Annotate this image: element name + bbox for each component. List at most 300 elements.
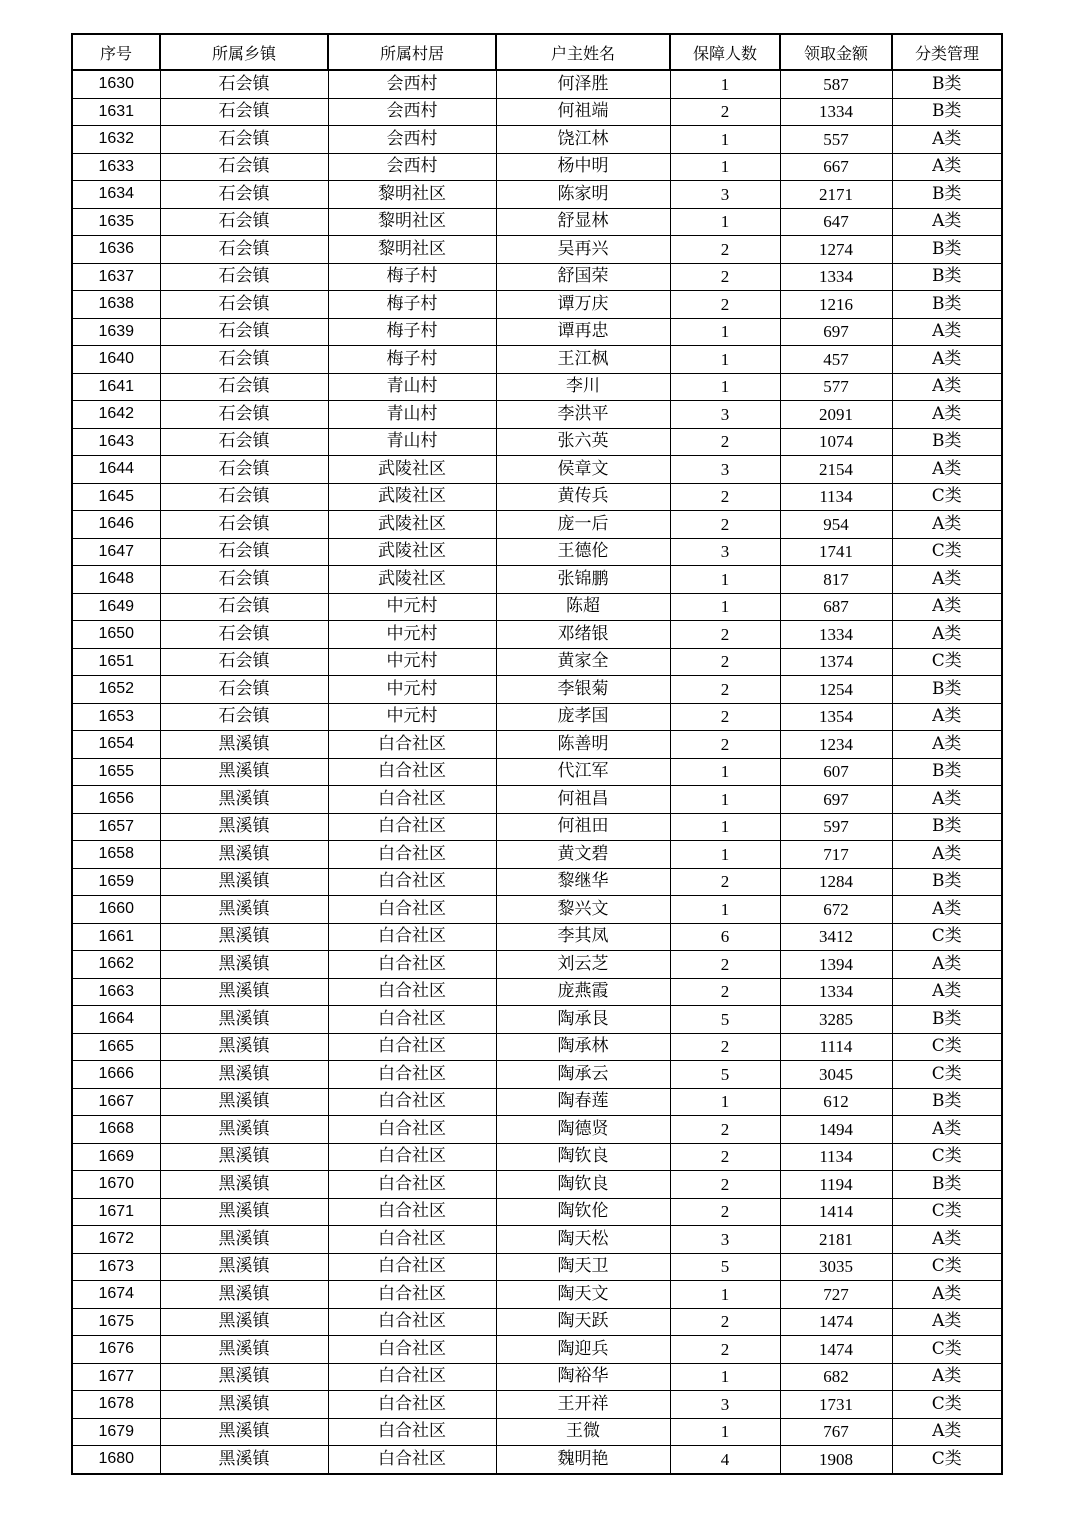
seq-cell: 1640 xyxy=(72,346,160,374)
seq-cell: 1652 xyxy=(72,676,160,704)
village-cell: 白合社区 xyxy=(328,1171,496,1199)
table-row xyxy=(72,1363,1002,1391)
covered-persons-cell: 2 xyxy=(670,1198,780,1226)
covered-persons-cell: 3 xyxy=(670,1391,780,1419)
amount-cell: 3412 xyxy=(780,923,892,951)
category-cell: A类 xyxy=(892,703,1002,731)
seq-cell: 1647 xyxy=(72,538,160,566)
seq-cell: 1631 xyxy=(72,98,160,126)
table-row xyxy=(72,511,1002,539)
category-cell: A类 xyxy=(892,978,1002,1006)
covered-persons-cell: 1 xyxy=(670,1363,780,1391)
seq-cell: 1645 xyxy=(72,483,160,511)
township-cell: 石会镇 xyxy=(160,676,328,704)
seq-cell: 1644 xyxy=(72,456,160,484)
amount-cell: 1216 xyxy=(780,291,892,319)
seq-cell: 1635 xyxy=(72,208,160,236)
householder-cell: 黄家全 xyxy=(496,648,670,676)
table-row xyxy=(72,703,1002,731)
seq-cell: 1671 xyxy=(72,1198,160,1226)
amount-cell: 817 xyxy=(780,566,892,594)
table-row xyxy=(72,1171,1002,1199)
householder-cell: 庞燕霞 xyxy=(496,978,670,1006)
village-cell: 黎明社区 xyxy=(328,181,496,209)
covered-persons-cell: 1 xyxy=(670,208,780,236)
header-category: 分类管理 xyxy=(892,34,1002,70)
householder-cell: 陶钦良 xyxy=(496,1143,670,1171)
header-householder: 户主姓名 xyxy=(496,34,670,70)
township-cell: 石会镇 xyxy=(160,511,328,539)
header-seq: 序号 xyxy=(72,34,160,70)
village-cell: 白合社区 xyxy=(328,1198,496,1226)
table-row xyxy=(72,1308,1002,1336)
table-row xyxy=(72,153,1002,181)
township-cell: 黑溪镇 xyxy=(160,1198,328,1226)
householder-cell: 王开祥 xyxy=(496,1391,670,1419)
village-cell: 武陵社区 xyxy=(328,456,496,484)
covered-persons-cell: 2 xyxy=(670,951,780,979)
category-cell: A类 xyxy=(892,731,1002,759)
category-cell: B类 xyxy=(892,1088,1002,1116)
seq-cell: 1639 xyxy=(72,318,160,346)
table-row xyxy=(72,1006,1002,1034)
village-cell: 白合社区 xyxy=(328,813,496,841)
covered-persons-cell: 1 xyxy=(670,373,780,401)
seq-cell: 1656 xyxy=(72,786,160,814)
covered-persons-cell: 1 xyxy=(670,593,780,621)
covered-persons-cell: 2 xyxy=(670,1336,780,1364)
category-cell: A类 xyxy=(892,346,1002,374)
seq-cell: 1664 xyxy=(72,1006,160,1034)
township-cell: 石会镇 xyxy=(160,291,328,319)
township-cell: 石会镇 xyxy=(160,648,328,676)
township-cell: 黑溪镇 xyxy=(160,978,328,1006)
village-cell: 武陵社区 xyxy=(328,538,496,566)
amount-cell: 1334 xyxy=(780,621,892,649)
covered-persons-cell: 5 xyxy=(670,1006,780,1034)
category-cell: B类 xyxy=(892,263,1002,291)
householder-cell: 陶钦良 xyxy=(496,1171,670,1199)
amount-cell: 767 xyxy=(780,1418,892,1446)
householder-cell: 李其凤 xyxy=(496,923,670,951)
category-cell: A类 xyxy=(892,621,1002,649)
covered-persons-cell: 2 xyxy=(670,98,780,126)
seq-cell: 1677 xyxy=(72,1363,160,1391)
township-cell: 石会镇 xyxy=(160,208,328,236)
township-cell: 石会镇 xyxy=(160,236,328,264)
village-cell: 白合社区 xyxy=(328,923,496,951)
table-row xyxy=(72,841,1002,869)
table-row xyxy=(72,428,1002,456)
category-cell: B类 xyxy=(892,813,1002,841)
township-cell: 石会镇 xyxy=(160,373,328,401)
covered-persons-cell: 1 xyxy=(670,1088,780,1116)
amount-cell: 1284 xyxy=(780,868,892,896)
village-cell: 白合社区 xyxy=(328,758,496,786)
amount-cell: 1274 xyxy=(780,236,892,264)
village-cell: 会西村 xyxy=(328,126,496,154)
township-cell: 石会镇 xyxy=(160,428,328,456)
category-cell: B类 xyxy=(892,181,1002,209)
householder-cell: 王德伦 xyxy=(496,538,670,566)
township-cell: 黑溪镇 xyxy=(160,1336,328,1364)
village-cell: 白合社区 xyxy=(328,1033,496,1061)
township-cell: 黑溪镇 xyxy=(160,841,328,869)
amount-cell: 1334 xyxy=(780,98,892,126)
amount-cell: 1254 xyxy=(780,676,892,704)
seq-cell: 1648 xyxy=(72,566,160,594)
header-row xyxy=(72,34,1002,70)
category-cell: C类 xyxy=(892,1336,1002,1364)
householder-cell: 陶天文 xyxy=(496,1281,670,1309)
village-cell: 青山村 xyxy=(328,373,496,401)
covered-persons-cell: 1 xyxy=(670,1281,780,1309)
table-row xyxy=(72,1116,1002,1144)
village-cell: 白合社区 xyxy=(328,786,496,814)
covered-persons-cell: 2 xyxy=(670,291,780,319)
covered-persons-cell: 2 xyxy=(670,1171,780,1199)
seq-cell: 1642 xyxy=(72,401,160,429)
township-cell: 石会镇 xyxy=(160,456,328,484)
category-cell: A类 xyxy=(892,1308,1002,1336)
householder-cell: 黎兴文 xyxy=(496,896,670,924)
category-cell: A类 xyxy=(892,456,1002,484)
village-cell: 白合社区 xyxy=(328,1116,496,1144)
seq-cell: 1641 xyxy=(72,373,160,401)
seq-cell: 1650 xyxy=(72,621,160,649)
township-cell: 黑溪镇 xyxy=(160,1391,328,1419)
householder-cell: 谭万庆 xyxy=(496,291,670,319)
householder-cell: 陶天卫 xyxy=(496,1253,670,1281)
village-cell: 中元村 xyxy=(328,593,496,621)
amount-cell: 682 xyxy=(780,1363,892,1391)
householder-cell: 李洪平 xyxy=(496,401,670,429)
seq-cell: 1674 xyxy=(72,1281,160,1309)
table-row xyxy=(72,813,1002,841)
category-cell: A类 xyxy=(892,511,1002,539)
category-cell: B类 xyxy=(892,676,1002,704)
amount-cell: 2171 xyxy=(780,181,892,209)
householder-cell: 刘云芝 xyxy=(496,951,670,979)
village-cell: 黎明社区 xyxy=(328,208,496,236)
covered-persons-cell: 1 xyxy=(670,70,780,98)
amount-cell: 1134 xyxy=(780,483,892,511)
householder-cell: 杨中明 xyxy=(496,153,670,181)
category-cell: A类 xyxy=(892,896,1002,924)
township-cell: 石会镇 xyxy=(160,483,328,511)
amount-cell: 1474 xyxy=(780,1336,892,1364)
category-cell: C类 xyxy=(892,1253,1002,1281)
amount-cell: 727 xyxy=(780,1281,892,1309)
amount-cell: 667 xyxy=(780,153,892,181)
covered-persons-cell: 2 xyxy=(670,263,780,291)
village-cell: 白合社区 xyxy=(328,1143,496,1171)
village-cell: 白合社区 xyxy=(328,841,496,869)
seq-cell: 1663 xyxy=(72,978,160,1006)
covered-persons-cell: 3 xyxy=(670,538,780,566)
header-village: 所属村居 xyxy=(328,34,496,70)
householder-cell: 陶承林 xyxy=(496,1033,670,1061)
seq-cell: 1669 xyxy=(72,1143,160,1171)
covered-persons-cell: 2 xyxy=(670,648,780,676)
amount-cell: 1354 xyxy=(780,703,892,731)
village-cell: 中元村 xyxy=(328,648,496,676)
seq-cell: 1661 xyxy=(72,923,160,951)
seq-cell: 1678 xyxy=(72,1391,160,1419)
householder-cell: 陈善明 xyxy=(496,731,670,759)
householder-cell: 陶承云 xyxy=(496,1061,670,1089)
amount-cell: 612 xyxy=(780,1088,892,1116)
seq-cell: 1667 xyxy=(72,1088,160,1116)
covered-persons-cell: 1 xyxy=(670,896,780,924)
amount-cell: 3045 xyxy=(780,1061,892,1089)
householder-cell: 李川 xyxy=(496,373,670,401)
householder-cell: 陈超 xyxy=(496,593,670,621)
amount-cell: 2091 xyxy=(780,401,892,429)
category-cell: A类 xyxy=(892,1116,1002,1144)
amount-cell: 1731 xyxy=(780,1391,892,1419)
township-cell: 石会镇 xyxy=(160,70,328,98)
village-cell: 青山村 xyxy=(328,428,496,456)
category-cell: A类 xyxy=(892,566,1002,594)
seq-cell: 1668 xyxy=(72,1116,160,1144)
covered-persons-cell: 2 xyxy=(670,868,780,896)
amount-cell: 1474 xyxy=(780,1308,892,1336)
seq-cell: 1657 xyxy=(72,813,160,841)
amount-cell: 607 xyxy=(780,758,892,786)
category-cell: C类 xyxy=(892,648,1002,676)
village-cell: 武陵社区 xyxy=(328,483,496,511)
householder-cell: 陈家明 xyxy=(496,181,670,209)
village-cell: 白合社区 xyxy=(328,1006,496,1034)
householder-cell: 舒显林 xyxy=(496,208,670,236)
covered-persons-cell: 2 xyxy=(670,511,780,539)
table-row xyxy=(72,98,1002,126)
amount-cell: 717 xyxy=(780,841,892,869)
township-cell: 黑溪镇 xyxy=(160,813,328,841)
category-cell: B类 xyxy=(892,70,1002,98)
covered-persons-cell: 5 xyxy=(670,1253,780,1281)
householder-cell: 张六英 xyxy=(496,428,670,456)
table-row xyxy=(72,1281,1002,1309)
seq-cell: 1646 xyxy=(72,511,160,539)
township-cell: 黑溪镇 xyxy=(160,1418,328,1446)
table-row xyxy=(72,1336,1002,1364)
village-cell: 白合社区 xyxy=(328,868,496,896)
seq-cell: 1679 xyxy=(72,1418,160,1446)
table-row xyxy=(72,126,1002,154)
table-row xyxy=(72,1033,1002,1061)
amount-cell: 597 xyxy=(780,813,892,841)
village-cell: 黎明社区 xyxy=(328,236,496,264)
table-header xyxy=(72,34,1002,70)
householder-cell: 何泽胜 xyxy=(496,70,670,98)
seq-cell: 1670 xyxy=(72,1171,160,1199)
amount-cell: 457 xyxy=(780,346,892,374)
village-cell: 白合社区 xyxy=(328,978,496,1006)
seq-cell: 1643 xyxy=(72,428,160,456)
householder-cell: 邓绪银 xyxy=(496,621,670,649)
village-cell: 梅子村 xyxy=(328,263,496,291)
amount-cell: 3035 xyxy=(780,1253,892,1281)
village-cell: 白合社区 xyxy=(328,1226,496,1254)
covered-persons-cell: 2 xyxy=(670,703,780,731)
category-cell: A类 xyxy=(892,401,1002,429)
township-cell: 石会镇 xyxy=(160,181,328,209)
township-cell: 黑溪镇 xyxy=(160,1363,328,1391)
township-cell: 黑溪镇 xyxy=(160,1226,328,1254)
township-cell: 黑溪镇 xyxy=(160,1061,328,1089)
category-cell: B类 xyxy=(892,1006,1002,1034)
table-row xyxy=(72,263,1002,291)
township-cell: 石会镇 xyxy=(160,703,328,731)
covered-persons-cell: 1 xyxy=(670,758,780,786)
township-cell: 石会镇 xyxy=(160,98,328,126)
table-row xyxy=(72,621,1002,649)
township-cell: 石会镇 xyxy=(160,126,328,154)
table-row xyxy=(72,291,1002,319)
category-cell: C类 xyxy=(892,1143,1002,1171)
amount-cell: 1494 xyxy=(780,1116,892,1144)
covered-persons-cell: 3 xyxy=(670,456,780,484)
table-row xyxy=(72,593,1002,621)
seq-cell: 1651 xyxy=(72,648,160,676)
seq-cell: 1654 xyxy=(72,731,160,759)
township-cell: 黑溪镇 xyxy=(160,1006,328,1034)
village-cell: 白合社区 xyxy=(328,896,496,924)
township-cell: 黑溪镇 xyxy=(160,1088,328,1116)
covered-persons-cell: 2 xyxy=(670,236,780,264)
amount-cell: 557 xyxy=(780,126,892,154)
householder-cell: 吴再兴 xyxy=(496,236,670,264)
village-cell: 武陵社区 xyxy=(328,566,496,594)
category-cell: B类 xyxy=(892,1171,1002,1199)
table-row xyxy=(72,1391,1002,1419)
householder-cell: 陶裕华 xyxy=(496,1363,670,1391)
category-cell: B类 xyxy=(892,291,1002,319)
covered-persons-cell: 2 xyxy=(670,1143,780,1171)
amount-cell: 1334 xyxy=(780,978,892,1006)
householder-cell: 陶钦伦 xyxy=(496,1198,670,1226)
seq-cell: 1676 xyxy=(72,1336,160,1364)
seq-cell: 1675 xyxy=(72,1308,160,1336)
amount-cell: 1334 xyxy=(780,263,892,291)
seq-cell: 1673 xyxy=(72,1253,160,1281)
covered-persons-cell: 4 xyxy=(670,1446,780,1474)
householder-cell: 张锦鹏 xyxy=(496,566,670,594)
township-cell: 黑溪镇 xyxy=(160,1033,328,1061)
category-cell: C类 xyxy=(892,1391,1002,1419)
table-row xyxy=(72,758,1002,786)
table-row xyxy=(72,923,1002,951)
township-cell: 石会镇 xyxy=(160,593,328,621)
village-cell: 白合社区 xyxy=(328,1363,496,1391)
covered-persons-cell: 1 xyxy=(670,566,780,594)
householder-cell: 庞孝国 xyxy=(496,703,670,731)
covered-persons-cell: 3 xyxy=(670,181,780,209)
amount-cell: 1134 xyxy=(780,1143,892,1171)
township-cell: 黑溪镇 xyxy=(160,951,328,979)
village-cell: 梅子村 xyxy=(328,318,496,346)
amount-cell: 1074 xyxy=(780,428,892,456)
table-row xyxy=(72,648,1002,676)
householder-cell: 陶天松 xyxy=(496,1226,670,1254)
table-row xyxy=(72,1198,1002,1226)
table-row xyxy=(72,786,1002,814)
table-row xyxy=(72,566,1002,594)
category-cell: A类 xyxy=(892,841,1002,869)
category-cell: A类 xyxy=(892,1418,1002,1446)
amount-cell: 687 xyxy=(780,593,892,621)
covered-persons-cell: 2 xyxy=(670,1116,780,1144)
township-cell: 黑溪镇 xyxy=(160,1171,328,1199)
table-row xyxy=(72,1253,1002,1281)
header-township: 所属乡镇 xyxy=(160,34,328,70)
covered-persons-cell: 2 xyxy=(670,483,780,511)
category-cell: B类 xyxy=(892,868,1002,896)
village-cell: 白合社区 xyxy=(328,1391,496,1419)
table-row xyxy=(72,951,1002,979)
householder-cell: 陶德贤 xyxy=(496,1116,670,1144)
amount-cell: 697 xyxy=(780,318,892,346)
covered-persons-cell: 1 xyxy=(670,1418,780,1446)
category-cell: C类 xyxy=(892,1033,1002,1061)
covered-persons-cell: 2 xyxy=(670,621,780,649)
table-row xyxy=(72,373,1002,401)
householder-cell: 王微 xyxy=(496,1418,670,1446)
relief-roster-sheet xyxy=(71,33,1001,1475)
householder-cell: 陶承艮 xyxy=(496,1006,670,1034)
category-cell: C类 xyxy=(892,1061,1002,1089)
village-cell: 武陵社区 xyxy=(328,511,496,539)
householder-cell: 魏明艳 xyxy=(496,1446,670,1474)
village-cell: 白合社区 xyxy=(328,1308,496,1336)
table-row xyxy=(72,896,1002,924)
category-cell: C类 xyxy=(892,538,1002,566)
township-cell: 黑溪镇 xyxy=(160,1446,328,1474)
table-row xyxy=(72,70,1002,98)
category-cell: A类 xyxy=(892,373,1002,401)
householder-cell: 饶江林 xyxy=(496,126,670,154)
village-cell: 白合社区 xyxy=(328,951,496,979)
village-cell: 白合社区 xyxy=(328,1418,496,1446)
township-cell: 石会镇 xyxy=(160,318,328,346)
householder-cell: 黄文碧 xyxy=(496,841,670,869)
covered-persons-cell: 5 xyxy=(670,1061,780,1089)
village-cell: 梅子村 xyxy=(328,291,496,319)
township-cell: 石会镇 xyxy=(160,153,328,181)
category-cell: A类 xyxy=(892,208,1002,236)
covered-persons-cell: 2 xyxy=(670,428,780,456)
amount-cell: 2154 xyxy=(780,456,892,484)
category-cell: A类 xyxy=(892,593,1002,621)
seq-cell: 1634 xyxy=(72,181,160,209)
householder-cell: 陶天跃 xyxy=(496,1308,670,1336)
category-cell: B类 xyxy=(892,758,1002,786)
covered-persons-cell: 1 xyxy=(670,786,780,814)
village-cell: 中元村 xyxy=(328,621,496,649)
seq-cell: 1655 xyxy=(72,758,160,786)
township-cell: 黑溪镇 xyxy=(160,731,328,759)
table-row xyxy=(72,483,1002,511)
amount-cell: 577 xyxy=(780,373,892,401)
village-cell: 白合社区 xyxy=(328,1088,496,1116)
householder-cell: 李银菊 xyxy=(496,676,670,704)
category-cell: B类 xyxy=(892,98,1002,126)
village-cell: 会西村 xyxy=(328,153,496,181)
covered-persons-cell: 2 xyxy=(670,978,780,1006)
seq-cell: 1653 xyxy=(72,703,160,731)
